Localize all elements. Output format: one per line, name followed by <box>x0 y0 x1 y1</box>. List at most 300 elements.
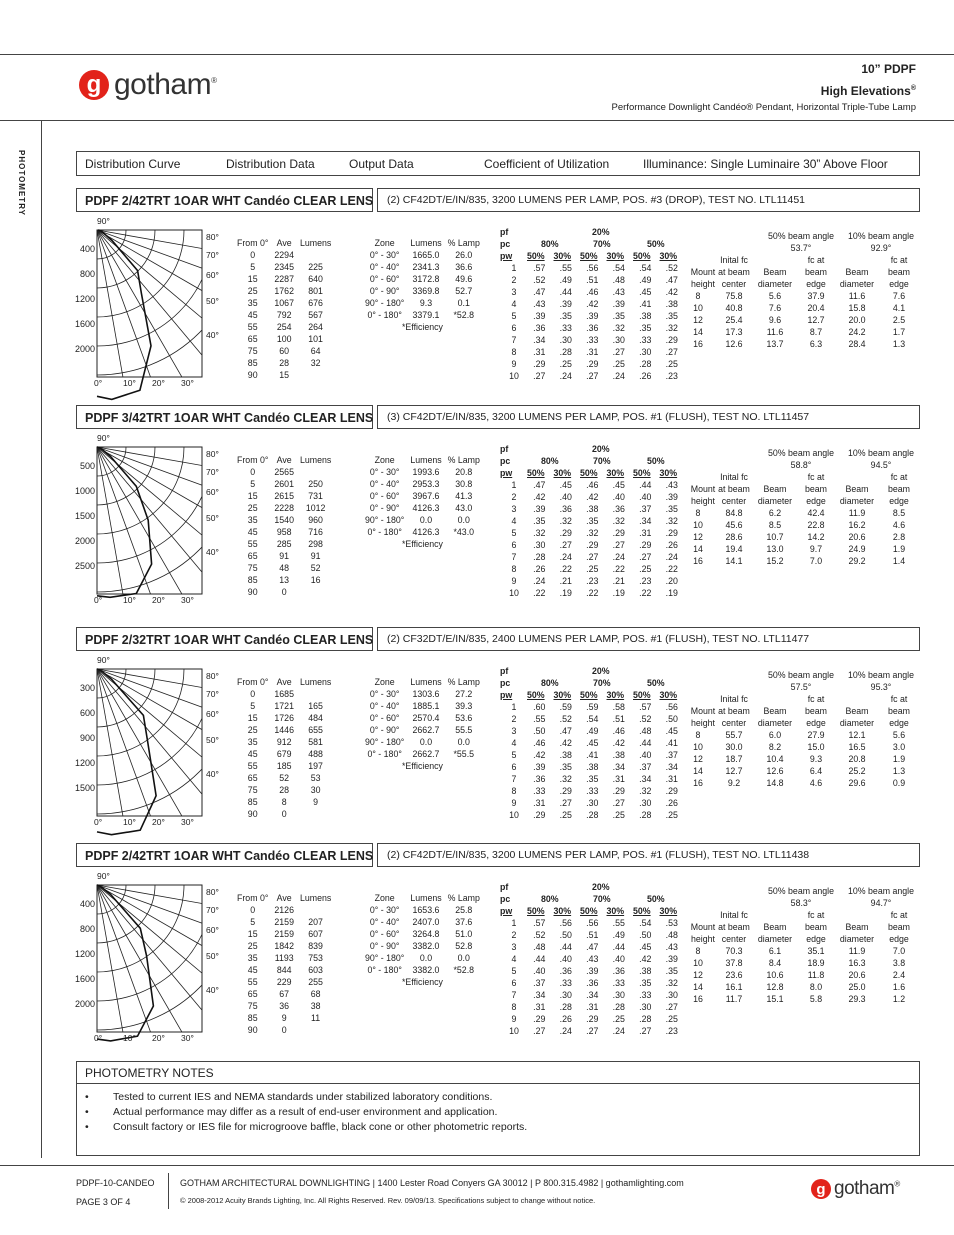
fc-cell: 16 <box>693 994 703 1004</box>
fc-cell: 15.1 <box>766 994 784 1004</box>
x-angle-label: 30° <box>181 817 194 827</box>
fc-cell: 29.2 <box>848 556 866 566</box>
table-row: 35 1067 676 <box>247 298 323 308</box>
angle-label: 40° <box>206 547 219 557</box>
efficiency-note: *Efficiency <box>402 539 443 549</box>
table-row: 55 185 197 <box>247 761 323 771</box>
fc-cell: 14 <box>693 544 703 554</box>
table-row: 0° - 90° 2662.7 55.5 <box>369 725 473 735</box>
table-row: 10 .27 .24 .27 .24 .27 .23 <box>509 1026 678 1036</box>
photometry-notes <box>76 1061 920 1156</box>
table-row: 35 1193 753 <box>247 953 323 963</box>
radial-label: 2500 <box>74 561 95 571</box>
angle-label: 40° <box>206 985 219 995</box>
nav-distribution-data[interactable]: Distribution Data <box>226 157 315 171</box>
fc-cell: 12.7 <box>807 315 825 325</box>
fc-cell: 13.7 <box>766 339 784 349</box>
angle-label: 50° <box>206 296 219 306</box>
fc-cell: 27.9 <box>807 730 825 740</box>
test-info-box: (2) CF42DT/E/IN/835, 3200 LUMENS PER LAMP, POS. #1 (FLUSH), TEST NO. LTL11438 <box>377 843 920 867</box>
fc-cell: 14 <box>693 766 703 776</box>
table-row: 9 .29 .26 .29 .25 .28 .25 <box>511 1014 678 1024</box>
fc-cell: 13.0 <box>766 544 784 554</box>
angle-label: 40° <box>206 769 219 779</box>
test-info-box: (3) CF42DT/E/IN/835, 3200 LUMENS PER LAMP, POS. #1 (FLUSH), TEST NO. LTL11457 <box>377 405 920 429</box>
product-header: 10” PDPF High Elevations® Performance Downlight Candéo® Pendant, Horizontal Triple-Tube Lamp <box>611 62 916 113</box>
nav-output-data[interactable]: Output Data <box>349 157 414 171</box>
angle-label: 50° <box>206 513 219 523</box>
table-row: 0 2126 <box>250 905 294 915</box>
test-info-box: (2) CF32DT/E/IN/835, 2400 LUMENS PER LAMP, POS. #1 (FLUSH), TEST NO. LTL11477 <box>377 627 920 651</box>
table-row: 6 .39 .35 .38 .34 .37 .34 <box>511 762 678 772</box>
angle-label: 70° <box>206 467 219 477</box>
cu-table <box>502 917 685 1037</box>
fc-cell: 70.3 <box>725 946 743 956</box>
fc-cell: 22.8 <box>807 520 825 530</box>
x-angle-label: 10° <box>123 595 136 605</box>
fc-cell: 10.7 <box>766 532 784 542</box>
table-row: 0° - 180° 3382.0 *52.8 <box>367 965 475 975</box>
angle-label: 60° <box>206 270 219 280</box>
fc-cell: 11.6 <box>766 327 784 337</box>
copyright: © 2008-2012 Acuity Brands Lighting, Inc. All Rights Reserved. Rev. 09/09/13. Specifications subject to change without notice. <box>180 1196 596 1205</box>
fc-cell: 1.3 <box>892 766 906 776</box>
distribution-curve <box>97 669 202 816</box>
table-row: 15 2159 607 <box>247 929 323 939</box>
fc-cell: 25.2 <box>848 766 866 776</box>
fc-cell: 28.6 <box>725 532 743 542</box>
radial-label: 400 <box>79 244 95 254</box>
x-angle-label: 10° <box>123 817 136 827</box>
product-code: 10” PDPF <box>861 62 916 76</box>
angle-label: 50° <box>206 735 219 745</box>
angle-label: 40° <box>206 330 219 340</box>
table-row: 90° - 180° 0.0 0.0 <box>365 953 470 963</box>
fc-cell: 40.8 <box>725 303 743 313</box>
fc-cell: 7.6 <box>768 303 782 313</box>
table-row: 65 91 91 <box>247 551 321 561</box>
x-angle-label: 20° <box>152 1033 165 1043</box>
x-angle-label: 0° <box>94 595 103 605</box>
note-item: • Actual performance may differ as a result of end-user environment and application. <box>85 1106 498 1118</box>
product-title: High Elevations <box>820 84 911 98</box>
angle-label: 90° <box>97 871 110 881</box>
table-row: 75 28 30 <box>247 785 321 795</box>
angle-label: 90° <box>97 216 110 226</box>
fc-cell: 8.5 <box>768 520 782 530</box>
radial-label: 2000 <box>74 536 95 546</box>
product-subtitle: Performance Downlight Candéo® Pendant, Horizontal Triple-Tube Lamp <box>611 102 916 113</box>
radial-label: 800 <box>79 924 95 934</box>
table-row: 0° - 60° 3172.8 49.6 <box>369 274 473 284</box>
fc-cell: 1.4 <box>892 556 906 566</box>
table-row: 90 0 <box>247 587 287 597</box>
table-row: 90° - 180° 0.0 0.0 <box>365 515 470 525</box>
note-item: • Tested to current IES and NEMA standards under stabilized laboratory conditions. <box>85 1091 493 1103</box>
fc-cell: 8.5 <box>892 508 906 518</box>
angle-label: 90° <box>97 655 110 665</box>
table-row: 0° - 30° 1303.6 27.2 <box>369 689 473 699</box>
fc-cell: 10.4 <box>766 754 784 764</box>
table-row: 2 .42 .40 .42 .40 .40 .39 <box>511 492 678 502</box>
distribution-data-table: From 0° Ave Lumens 0 2565 5 2601 250 15 2615 731 25 2228 1012 35 1540 960 45 958 716 55 285 298 65 91 91 75 48 52 85 13 16 90 0 <box>234 454 334 598</box>
radial-label: 2000 <box>74 999 95 1009</box>
table-row: 6 .37 .33 .36 .33 .35 .32 <box>511 978 678 988</box>
table-row: 7 .34 .30 .34 .30 .33 .30 <box>511 990 678 1000</box>
radial-label: 1200 <box>74 758 95 768</box>
x-angle-label: 20° <box>152 595 165 605</box>
fc-cell: 12.7 <box>725 766 743 776</box>
radial-label: 1600 <box>74 974 95 984</box>
fc-cell: 4.6 <box>892 520 906 530</box>
distribution-curve <box>97 447 202 594</box>
table-row: 3 .50 .47 .49 .46 .48 .45 <box>511 726 678 736</box>
angle-label: 50° <box>206 951 219 961</box>
gotham-logo-mark-icon: g <box>811 1179 831 1199</box>
table-row: 5 2601 250 <box>250 479 323 489</box>
table-row: 10 .22 .19 .22 .19 .22 .19 <box>509 588 678 598</box>
fc-cell: 12.8 <box>766 982 784 992</box>
distribution-data-table: From 0° Ave Lumens 0 2294 5 2345 225 15 2287 640 25 1762 801 35 1067 676 45 792 567 55 254 264 65 100 101 75 60 64 85 28 32 90 15 <box>234 237 334 381</box>
distribution-data-table: From 0° Ave Lumens 0 2126 5 2159 207 15 2159 607 25 1842 839 35 1193 753 45 844 603 55 229 255 65 67 68 75 36 38 85 9 11 90 0 <box>234 892 334 1036</box>
fc-cell: 1.7 <box>892 327 906 337</box>
x-angle-label: 10° <box>123 1033 136 1043</box>
radial-label: 1500 <box>74 783 95 793</box>
fc-cell: 10 <box>693 520 703 530</box>
table-row: 90° - 180° 9.3 0.1 <box>365 298 470 308</box>
fc-cell: 37.8 <box>725 958 743 968</box>
table-row: 90 0 <box>247 1025 287 1035</box>
angle-label: 60° <box>206 709 219 719</box>
fc-cell: 84.8 <box>725 508 743 518</box>
fc-cell: 6.0 <box>768 730 782 740</box>
table-row: 1 .60 .59 .59 .58 .57 .56 <box>511 702 678 712</box>
distribution-curve <box>97 230 202 377</box>
efficiency-note: *Efficiency <box>402 322 443 332</box>
table-row: 0° - 30° 1993.6 20.8 <box>369 467 473 477</box>
fc-cell: 12 <box>693 754 703 764</box>
fc-cell: 55.7 <box>725 730 743 740</box>
product-title-box: PDPF 2/42TRT 1OAR WHT Candéo CLEAR LENS <box>76 843 373 867</box>
fc-cell: 30.0 <box>725 742 743 752</box>
table-row: 10 .27 .24 .27 .24 .26 .23 <box>509 371 678 381</box>
fc-cell: 1.2 <box>892 994 906 1004</box>
fc-cell: 18.7 <box>725 754 743 764</box>
fc-cell: 12 <box>693 315 703 325</box>
radial-label: 900 <box>79 733 95 743</box>
x-angle-label: 0° <box>94 1033 103 1043</box>
fc-cell: 7.6 <box>892 291 906 301</box>
table-row: 15 2287 640 <box>247 274 323 284</box>
table-row: 75 60 64 <box>247 346 321 356</box>
x-angle-label: 0° <box>94 817 103 827</box>
fc-cell: 4.6 <box>809 778 823 788</box>
table-row: 0° - 40° 2407.0 37.6 <box>369 917 473 927</box>
fc-cell: 8.7 <box>809 327 823 337</box>
fc-cell: 6.3 <box>809 339 823 349</box>
table-row: 75 36 38 <box>247 1001 321 1011</box>
fc-cell: 9.7 <box>809 544 823 554</box>
notes-title: PHOTOMETRY NOTES <box>77 1062 919 1084</box>
radial-label: 1600 <box>74 319 95 329</box>
table-row: 85 13 16 <box>247 575 321 585</box>
table-row: 2 .52 .49 .51 .48 .49 .47 <box>511 275 678 285</box>
fc-cell: 20.0 <box>848 315 866 325</box>
x-angle-label: 30° <box>181 378 194 388</box>
table-row: 15 1726 484 <box>247 713 323 723</box>
table-row: 90 0 <box>247 809 287 819</box>
table-row: 25 1762 801 <box>247 286 323 296</box>
fc-cell: 28.4 <box>848 339 866 349</box>
angle-label: 80° <box>206 671 219 681</box>
gotham-logo: g gotham® <box>79 68 216 102</box>
table-row: 85 8 9 <box>247 797 319 807</box>
brand-name: gotham <box>114 68 212 101</box>
table-row: 0° - 60° 3264.8 51.0 <box>369 929 473 939</box>
x-angle-label: 20° <box>152 817 165 827</box>
fc-cell: 0.9 <box>892 778 906 788</box>
table-row: 65 100 101 <box>247 334 323 344</box>
fc-cell: 8.2 <box>768 742 782 752</box>
table-row: 8 .31 .28 .31 .28 .30 .27 <box>511 1002 678 1012</box>
fc-cell: 9.3 <box>809 754 823 764</box>
angle-label: 70° <box>206 905 219 915</box>
table-row: 4 .43 .39 .42 .39 .41 .38 <box>511 299 678 309</box>
fc-cell: 2.5 <box>892 315 906 325</box>
table-row: 0 2565 <box>250 467 294 477</box>
table-row: 15 2615 731 <box>247 491 323 501</box>
efficiency-note: *Efficiency <box>402 977 443 987</box>
fc-cell: 11.9 <box>848 946 866 956</box>
fc-cell: 9.6 <box>768 315 782 325</box>
radial-label: 500 <box>79 461 95 471</box>
fc-cell: 16.3 <box>848 958 866 968</box>
table-row: 5 .42 .38 .41 .38 .40 .37 <box>511 750 678 760</box>
fc-cell: 8 <box>695 291 701 301</box>
fc-cell: 18.9 <box>807 958 825 968</box>
table-row: 45 679 488 <box>247 749 323 759</box>
table-row: 3 .48 .44 .47 .44 .45 .43 <box>511 942 678 952</box>
table-row: 5 .32 .29 .32 .29 .31 .29 <box>511 528 678 538</box>
fc-cell: 15.2 <box>766 556 784 566</box>
table-row: 5 1721 165 <box>250 701 323 711</box>
fc-cell: 8.0 <box>809 982 823 992</box>
table-row: 9 .31 .27 .30 .27 .30 .26 <box>511 798 678 808</box>
table-row: 1 .47 .45 .46 .45 .44 .43 <box>511 480 678 490</box>
angle-label: 70° <box>206 689 219 699</box>
table-row: 10 .29 .25 .28 .25 .28 .25 <box>509 810 678 820</box>
note-item: • Consult factory or IES file for microgroove baffle, black cone or other photometric reports. <box>85 1121 528 1133</box>
fc-cell: 19.4 <box>725 544 743 554</box>
table-row: 0° - 40° 2341.3 36.6 <box>369 262 473 272</box>
angle-label: 80° <box>206 449 219 459</box>
table-row: 0° - 30° 1665.0 26.0 <box>369 250 473 260</box>
table-row: 90 15 <box>247 370 290 380</box>
table-row: 85 28 32 <box>247 358 321 368</box>
table-row: 45 844 603 <box>247 965 323 975</box>
fc-cell: 15.0 <box>807 742 825 752</box>
fc-cell: 2.8 <box>892 532 906 542</box>
table-row: 55 285 298 <box>247 539 323 549</box>
table-row: 0° - 30° 1653.6 25.8 <box>369 905 473 915</box>
fc-cell: 12 <box>693 970 703 980</box>
fc-cell: 6.4 <box>809 766 823 776</box>
angle-label: 80° <box>206 887 219 897</box>
output-data-table: Zone Lumens % Lamp 0° - 30° 1653.6 25.8 0° - 40° 2407.0 37.6 0° - 60° 3264.8 51.0 0° - 90° 3382.0 52.8 90° - 180° 0.0 0.0 0° - 180° 3382.0 *52.8 <box>362 892 483 976</box>
fc-cell: 42.4 <box>807 508 825 518</box>
fc-cell: 12.6 <box>766 766 784 776</box>
table-row: 8 .26 .22 .25 .22 .25 .22 <box>511 564 678 574</box>
fc-cell: 8 <box>695 730 701 740</box>
fc-cell: 9.2 <box>727 778 741 788</box>
radial-label: 800 <box>79 269 95 279</box>
fc-cell: 1.3 <box>892 339 906 349</box>
fc-cell: 16.5 <box>848 742 866 752</box>
fc-cell: 24.2 <box>848 327 866 337</box>
fc-cell: 15.8 <box>848 303 866 313</box>
fc-cell: 6.2 <box>768 508 782 518</box>
fc-cell: 29.3 <box>848 994 866 1004</box>
fc-cell: 7.0 <box>809 556 823 566</box>
table-row: 3 .47 .44 .46 .43 .45 .42 <box>511 287 678 297</box>
x-angle-label: 20° <box>152 378 165 388</box>
table-row: 0° - 40° 2953.3 30.8 <box>369 479 473 489</box>
table-row: 35 912 581 <box>247 737 323 747</box>
table-row: 0° - 60° 3967.6 41.3 <box>369 491 473 501</box>
table-row: 25 1842 839 <box>247 941 323 951</box>
table-row: 0 1685 <box>250 689 294 699</box>
angle-label: 70° <box>206 250 219 260</box>
product-title-box: PDPF 3/42TRT 1OAR WHT Candéo CLEAR LENS <box>76 405 373 429</box>
test-info-box: (2) CF42DT/E/IN/835, 3200 LUMENS PER LAMP, POS. #3 (DROP), TEST NO. LTL11451 <box>377 188 920 212</box>
table-row: 7 .28 .24 .27 .24 .27 .24 <box>511 552 678 562</box>
fc-cell: 45.6 <box>725 520 743 530</box>
fc-cell: 1.9 <box>892 544 906 554</box>
x-angle-label: 0° <box>94 378 103 388</box>
table-row: 55 229 255 <box>247 977 323 987</box>
distribution-data-table: From 0° Ave Lumens 0 1685 5 1721 165 15 1726 484 25 1446 655 35 912 581 45 679 488 55 185 197 65 52 53 75 28 30 85 8 9 90 0 <box>234 676 334 820</box>
radial-label: 400 <box>79 899 95 909</box>
fc-cell: 11.7 <box>725 994 743 1004</box>
table-row: 1 .57 .55 .56 .54 .54 .52 <box>511 263 678 273</box>
table-row: 0° - 90° 3369.8 52.7 <box>369 286 473 296</box>
fc-cell: 25.0 <box>848 982 866 992</box>
table-row: 45 792 567 <box>247 310 323 320</box>
fc-cell: 14 <box>693 982 703 992</box>
table-row: 0° - 180° 2662.7 *55.5 <box>367 749 475 759</box>
fc-cell: 14.1 <box>725 556 743 566</box>
fc-cell: 24.9 <box>848 544 866 554</box>
fc-cell: 14.2 <box>807 532 825 542</box>
table-row: 2 .55 .52 .54 .51 .52 .50 <box>511 714 678 724</box>
efficiency-note: *Efficiency <box>402 761 443 771</box>
fc-cell: 10 <box>693 742 703 752</box>
fc-cell: 75.8 <box>725 291 743 301</box>
fc-cell: 16.1 <box>725 982 743 992</box>
fc-cell: 10 <box>693 303 703 313</box>
product-title-box: PDPF 2/32TRT 1OAR WHT Candéo CLEAR LENS <box>76 627 373 651</box>
table-row: 0° - 60° 2570.4 53.6 <box>369 713 473 723</box>
table-row: 65 67 68 <box>247 989 321 999</box>
table-row: 8 .33 .29 .33 .29 .32 .29 <box>511 786 678 796</box>
table-row: 0° - 90° 3382.0 52.8 <box>369 941 473 951</box>
cu-table <box>502 262 685 382</box>
fc-cell: 29.6 <box>848 778 866 788</box>
x-angle-label: 30° <box>181 1033 194 1043</box>
footer-logo: g gotham® <box>811 1178 900 1200</box>
table-row: 4 .44 .40 .43 .40 .42 .39 <box>511 954 678 964</box>
fc-cell: 2.4 <box>892 970 906 980</box>
table-row: 3 .39 .36 .38 .36 .37 .35 <box>511 504 678 514</box>
nav-distribution-curve[interactable]: Distribution Curve <box>85 157 181 171</box>
fc-cell: 6.1 <box>768 946 782 956</box>
table-row: 0 2294 <box>250 250 294 260</box>
section-nav <box>76 151 920 176</box>
fc-cell: 16 <box>693 778 703 788</box>
x-angle-label: 10° <box>123 378 136 388</box>
table-row: 0° - 180° 3379.1 *52.8 <box>367 310 475 320</box>
fc-cell: 12.1 <box>848 730 866 740</box>
table-row: 7 .36 .32 .35 .31 .34 .31 <box>511 774 678 784</box>
fc-cell: 5.6 <box>768 291 782 301</box>
angle-label: 90° <box>97 433 110 443</box>
table-row: 2 .52 .50 .51 .49 .50 .48 <box>511 930 678 940</box>
gotham-logo-mark-icon: g <box>79 70 109 100</box>
table-row: 75 48 52 <box>247 563 321 573</box>
table-row: 35 1540 960 <box>247 515 323 525</box>
fc-cell: 5.8 <box>809 994 823 1004</box>
candela-curve <box>97 230 151 399</box>
fc-cell: 20.6 <box>848 532 866 542</box>
cu-table <box>502 701 685 821</box>
x-angle-label: 30° <box>181 595 194 605</box>
distribution-curve <box>97 885 202 1032</box>
fc-cell: 14 <box>693 327 703 337</box>
fc-cell: 20.8 <box>848 754 866 764</box>
fc-cell: 3.8 <box>892 958 906 968</box>
table-row: 25 2228 1012 <box>247 503 326 513</box>
radial-label: 1500 <box>74 511 95 521</box>
table-row: 5 .40 .36 .39 .36 .38 .35 <box>511 966 678 976</box>
table-row: 5 .39 .35 .39 .35 .38 .35 <box>511 311 678 321</box>
nav-illuminance[interactable]: Illuminance: Single Luminaire 30” Above Floor <box>643 157 888 171</box>
doc-code: PDPF-10-CANDEO <box>76 1178 155 1188</box>
output-data-table: Zone Lumens % Lamp 0° - 30° 1303.6 27.2 0° - 40° 1885.1 39.3 0° - 60° 2570.4 53.6 0° - 90° 2662.7 55.5 90° - 180° 0.0 0.0 0° - 180° 2662.7 *55.5 <box>362 676 483 760</box>
table-row: 4 .35 .32 .35 .32 .34 .32 <box>511 516 678 526</box>
table-row: 1 .57 .56 .56 .55 .54 .53 <box>511 918 678 928</box>
table-row: 85 9 11 <box>247 1013 321 1023</box>
fc-cell: 37.9 <box>807 291 825 301</box>
nav-coefficient-of-utilization[interactable]: Coefficient of Utilization <box>484 157 610 171</box>
fc-cell: 16 <box>693 556 703 566</box>
fc-cell: 11.8 <box>807 970 825 980</box>
side-tab: PHOTOMETRY <box>0 120 42 1158</box>
fc-cell: 11.9 <box>848 508 866 518</box>
fc-cell: 23.6 <box>725 970 743 980</box>
fc-cell: 16 <box>693 339 703 349</box>
company-info: GOTHAM ARCHITECTURAL DOWNLIGHTING | 1400 Lester Road Conyers GA 30012 | P 800.315.4982 | gothamlighting.com <box>180 1178 684 1188</box>
fc-cell: 7.0 <box>892 946 906 956</box>
fc-cell: 14.8 <box>766 778 784 788</box>
fc-cell: 20.4 <box>807 303 825 313</box>
fc-cell: 35.1 <box>807 946 825 956</box>
fc-cell: 10 <box>693 958 703 968</box>
table-row: 9 .29 .25 .29 .25 .28 .25 <box>511 359 678 369</box>
table-row: 4 .46 .42 .45 .42 .44 .41 <box>511 738 678 748</box>
fc-cell: 8.4 <box>768 958 782 968</box>
fc-cell: 10.6 <box>766 970 784 980</box>
angle-label: 60° <box>206 487 219 497</box>
